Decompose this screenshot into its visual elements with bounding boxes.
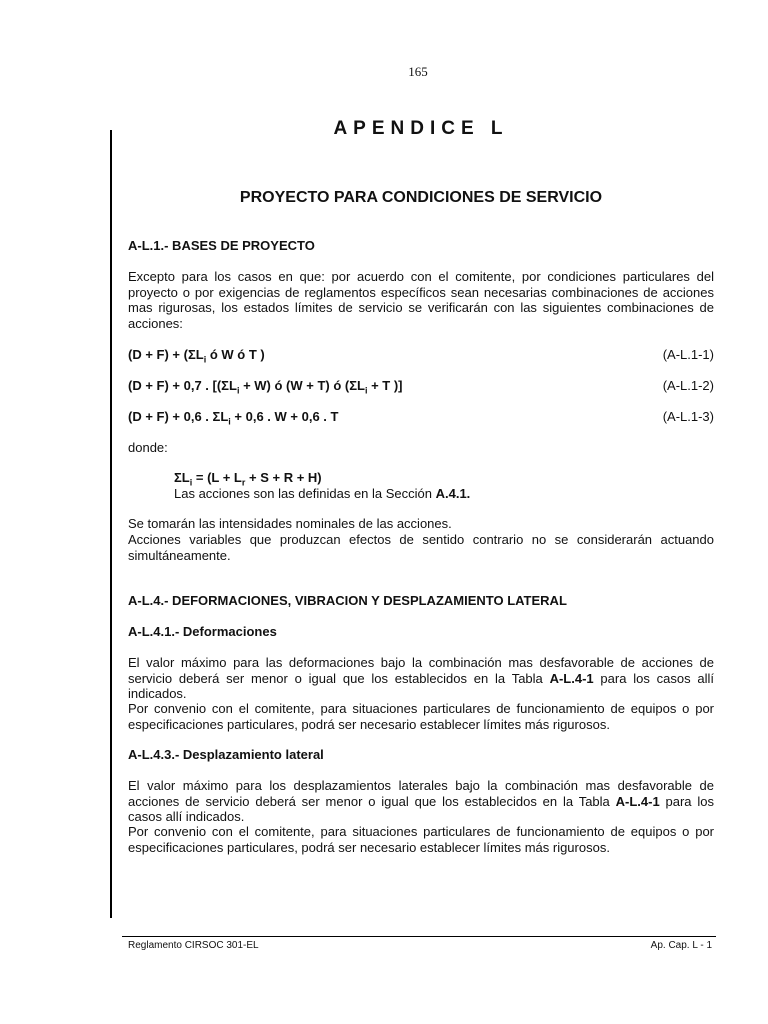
- desplazamiento-paragraph-2: Por convenio con el comitente, para situaciones particulares de funcionamiento de equipos o por especificaciones particulares, podrá ser necesario establecer límites más rigurosos.: [128, 824, 714, 855]
- formula-3: (D + F) + 0,6 . $\Sigma L_i + 0,6$ . W + 0,6 . T (A-L.1-3): [128, 409, 714, 427]
- deformaciones-paragraph-1: El valor máximo para las deformaciones bajo la combinación mas desfavorable de acciones de servicio deberá ser menor o igual que los establecidos en la Tabla A-L.4-1 para los casos allí indicados.: [128, 655, 714, 701]
- footer-rule: [122, 936, 716, 937]
- margin-bar: [110, 130, 112, 918]
- formula-ref-1: (A-L.1-1): [662, 347, 714, 362]
- intro-paragraph: Excepto para los casos en que: por acuerdo con el comitente, por condiciones particulares del proyecto o por exigencias de reglamentos específicos sean necesarias combinaciones de acciones mas rigurosas, los estados límites de servicio se verificarán con las siguientes combinaciones de acciones:: [128, 269, 714, 331]
- section-heading-deformaciones: A-L.4.- DEFORMACIONES, VIBRACION Y DESPLAZAMIENTO LATERAL: [128, 593, 567, 608]
- note-variable-actions: Acciones variables que produzcan efectos de sentido contrario no se considerarán actuando simultáneamente.: [128, 532, 714, 563]
- footer-right: Ap. Cap. L - 1: [650, 940, 712, 951]
- desplazamiento-paragraph-1: El valor máximo para los desplazamientos laterales bajo la combinación mas desfavorable de acciones de servicio deberá ser menor o igual que los establecidos en la Tabla A-L.4-1 para los casos allí indicados.: [128, 778, 714, 824]
- formula-1: $(D + F) + (\Sigma L_i$ ó W ó T ) (A-L.1-1): [128, 347, 714, 365]
- definition-formula: $\Sigma L_i = (L + L_r + S + R + H)$: [174, 470, 322, 488]
- appendix-title: APENDICE L: [333, 118, 509, 139]
- subsection-heading-deformaciones: A-L.4.1.- Deformaciones: [128, 624, 277, 639]
- deformaciones-paragraph-2: Por convenio con el comitente, para situaciones particulares de funcionamiento de equipos o por especificaciones particulares, podrá ser necesario establecer límites más rigurosos.: [128, 701, 714, 732]
- formula-2: (D + F) + 0,7 . [$(\Sigma L_i + W)$ ó (W + T) ó ($\Sigma L_i + T$ )] (A-L.1-2): [128, 378, 714, 396]
- footer-left: Reglamento CIRSOC 301-EL: [128, 940, 259, 951]
- donde-label: donde:: [128, 440, 168, 455]
- subsection-heading-desplazamiento: A-L.4.3.- Desplazamiento lateral: [128, 747, 324, 762]
- formula-ref-2: (A-L.1-2): [662, 378, 714, 393]
- section-heading-bases: A-L.1.- BASES DE PROYECTO: [128, 238, 315, 253]
- main-title: PROYECTO PARA CONDICIONES DE SERVICIO: [239, 189, 603, 206]
- note-nominal: Se tomarán las intensidades nominales de las acciones.: [128, 516, 452, 531]
- definition-note: Las acciones son las definidas en la Sección A.4.1.: [174, 486, 471, 501]
- page-number: 165: [408, 64, 428, 79]
- formula-ref-3: (A-L.1-3): [662, 409, 714, 424]
